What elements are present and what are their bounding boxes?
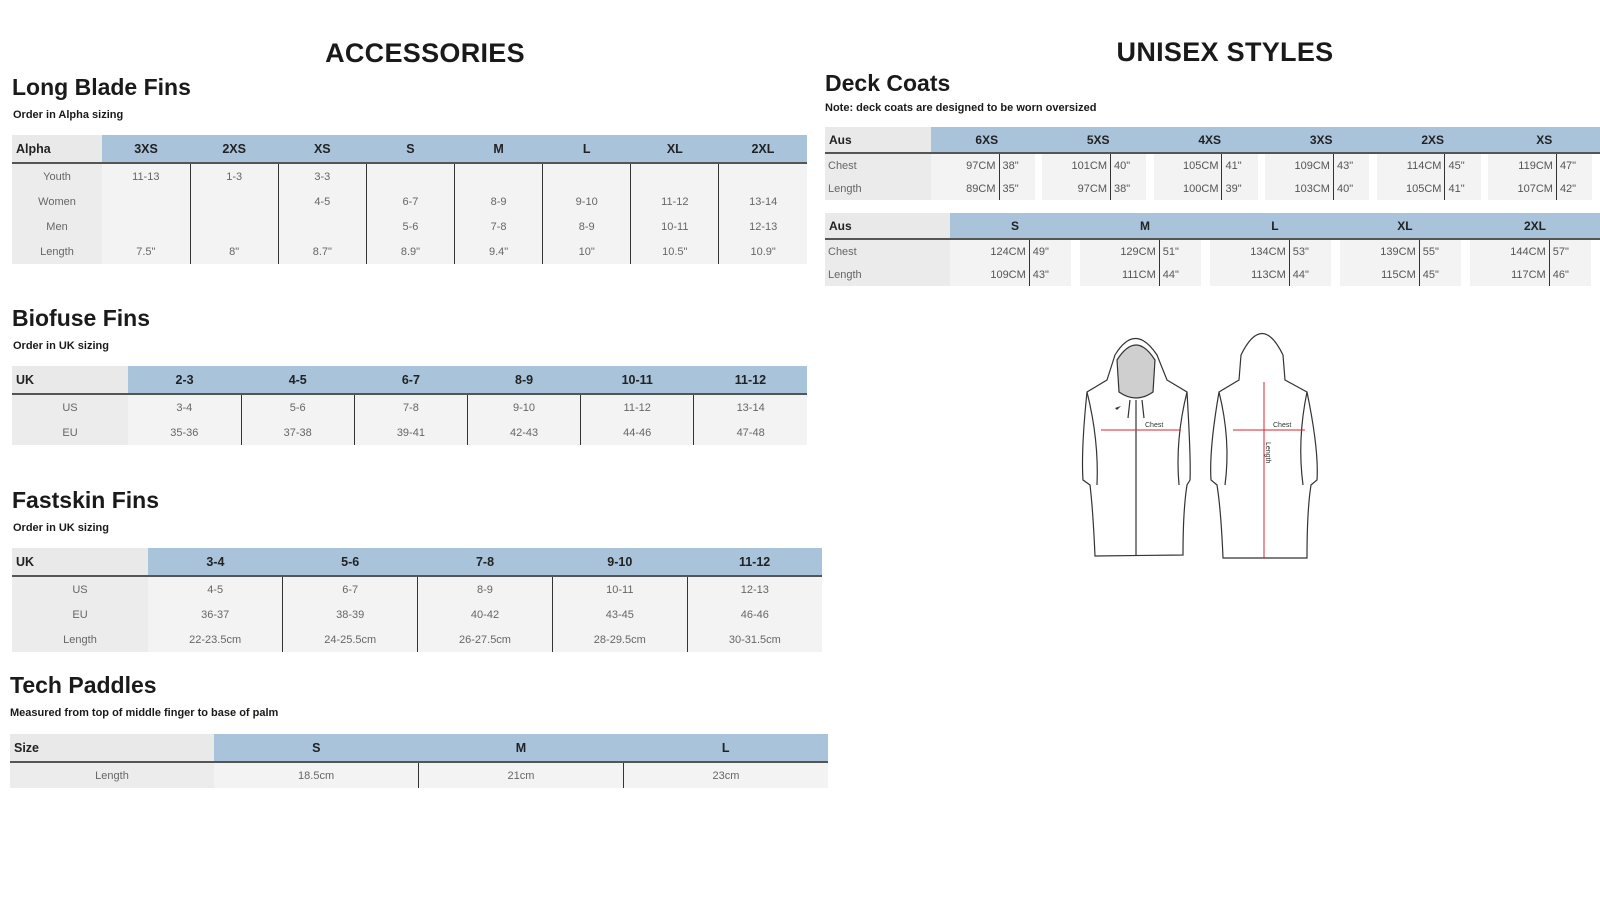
table-cell: 6-7 (283, 576, 418, 602)
table-row (825, 239, 1600, 263)
gap-cell (1035, 153, 1043, 177)
deck-coats-note: Note: deck coats are designed to be worn oversized (825, 102, 1097, 114)
cm-cell: 129CM (1080, 239, 1159, 263)
table-cell: 28-29.5cm (552, 627, 687, 652)
size-header: 9-10 (552, 548, 687, 576)
table-cell: 24-25.5cm (283, 627, 418, 652)
table-cell: 7.5" (102, 239, 190, 264)
table-cell: 23cm (623, 762, 828, 788)
cm-cell: 134CM (1210, 239, 1289, 263)
cm-cell: 111CM (1080, 263, 1159, 286)
table-cell (190, 189, 278, 214)
size-header: XS (278, 135, 366, 163)
inch-cell: 47" (1556, 153, 1592, 177)
row-label: Length (10, 762, 214, 788)
cm-cell: 109CM (950, 263, 1029, 286)
table-cell: 5-6 (241, 394, 354, 420)
inch-cell: 40" (1333, 177, 1369, 200)
cm-cell: 139CM (1340, 239, 1419, 263)
table-cell: 1-3 (190, 163, 278, 189)
gap-cell (1258, 153, 1266, 177)
cm-cell: 97CM (1042, 177, 1110, 200)
table-cell: 44-46 (581, 420, 694, 445)
gap-cell (1201, 239, 1210, 263)
table-cell (455, 163, 543, 189)
table-row (12, 627, 822, 652)
cm-cell: 109CM (1265, 153, 1333, 177)
size-header: M (419, 734, 624, 762)
size-header: 5XS (1042, 127, 1153, 153)
header-row (12, 366, 807, 394)
row-header: Aus (825, 213, 950, 239)
table-cell (190, 214, 278, 239)
size-header: 6XS (931, 127, 1042, 153)
table-cell: 21cm (419, 762, 624, 788)
row-label: Chest (825, 153, 931, 177)
fastskin-fins-subtitle: Order in UK sizing (13, 522, 109, 534)
table-cell: 42-43 (467, 420, 580, 445)
table-cell: 46-46 (687, 602, 822, 627)
table-cell: 9-10 (467, 394, 580, 420)
gap-cell (1591, 263, 1600, 286)
gap-cell (1591, 239, 1600, 263)
size-header: S (214, 734, 419, 762)
header-row (12, 135, 807, 163)
gap-cell (1461, 263, 1470, 286)
table-row (12, 214, 807, 239)
cm-cell: 113CM (1210, 263, 1289, 286)
table-cell (102, 189, 190, 214)
size-header: 11-12 (694, 366, 807, 394)
cm-cell: 89CM (931, 177, 999, 200)
size-header: 4-5 (241, 366, 354, 394)
table-cell: 4-5 (148, 576, 283, 602)
size-header: 3-4 (148, 548, 283, 576)
size-header: 8-9 (467, 366, 580, 394)
table-cell: 13-14 (719, 189, 807, 214)
table-cell: 8-9 (418, 576, 553, 602)
size-header: M (1080, 213, 1210, 239)
table-row (825, 263, 1600, 286)
row-label: EU (12, 420, 128, 445)
table-cell: 10-11 (631, 214, 719, 239)
inch-cell: 44" (1289, 263, 1331, 286)
table-cell: 8-9 (543, 214, 631, 239)
cm-cell: 117CM (1470, 263, 1549, 286)
accessories-title: ACCESSORIES (325, 38, 525, 68)
table-cell: 13-14 (694, 394, 807, 420)
inch-cell: 57" (1549, 239, 1591, 263)
table-cell: 10.5" (631, 239, 719, 264)
table-cell: 39-41 (354, 420, 467, 445)
table-cell: 30-31.5cm (687, 627, 822, 652)
table-row (12, 163, 807, 189)
gap-cell (1331, 239, 1340, 263)
table-cell: 8.9" (366, 239, 454, 264)
table-cell (278, 214, 366, 239)
gap-cell (1481, 177, 1489, 200)
table-cell: 8.7" (278, 239, 366, 264)
long-blade-fins-table (12, 135, 807, 264)
deck-coats-table-s-2xl (825, 213, 1600, 286)
size-header: 3XS (102, 135, 190, 163)
inch-cell: 43" (1029, 263, 1071, 286)
inch-cell: 45" (1419, 263, 1461, 286)
table-cell: 10.9" (719, 239, 807, 264)
inch-cell: 49" (1029, 239, 1071, 263)
table-cell: 37-38 (241, 420, 354, 445)
table-row (12, 239, 807, 264)
inch-cell: 55" (1419, 239, 1461, 263)
row-header: Aus (825, 127, 931, 153)
table-cell: 4-5 (278, 189, 366, 214)
size-header: 7-8 (418, 548, 553, 576)
size-header: M (455, 135, 543, 163)
table-cell: 3-3 (278, 163, 366, 189)
size-header: 10-11 (581, 366, 694, 394)
length-label: Length (1264, 442, 1271, 464)
tech-paddles-title: Tech Paddles (10, 672, 157, 698)
table-cell: 11-12 (631, 189, 719, 214)
table-row (825, 153, 1600, 177)
gap-cell (1146, 153, 1154, 177)
header-row (12, 548, 822, 576)
table-cell: 9.4" (455, 239, 543, 264)
row-label: Youth (12, 163, 102, 189)
inch-cell: 41" (1222, 153, 1258, 177)
row-header: Size (10, 734, 214, 762)
table-cell: 5-6 (366, 214, 454, 239)
inch-cell: 38" (1111, 177, 1147, 200)
deck-coats-table-xs (825, 127, 1600, 200)
gap-cell (1071, 263, 1080, 286)
gap-cell (1331, 263, 1340, 286)
row-label: EU (12, 602, 148, 627)
size-header: 4XS (1154, 127, 1265, 153)
deck-coats-title: Deck Coats (825, 70, 951, 96)
table-cell: 43-45 (552, 602, 687, 627)
row-label: Women (12, 189, 102, 214)
size-header: XS (1488, 127, 1600, 153)
coat-front-illustration (1083, 339, 1191, 557)
table-cell: 3-4 (128, 394, 241, 420)
inch-cell: 39" (1222, 177, 1258, 200)
row-header: UK (12, 366, 128, 394)
table-cell: 36-37 (148, 602, 283, 627)
size-header: 2XS (1377, 127, 1488, 153)
row-label: Length (12, 627, 148, 652)
inch-cell: 46" (1549, 263, 1591, 286)
inch-cell: 41" (1445, 177, 1481, 200)
gap-cell (1592, 153, 1600, 177)
size-header: 2XS (190, 135, 278, 163)
biofuse-fins-title: Biofuse Fins (12, 305, 151, 331)
inch-cell: 51" (1159, 239, 1201, 263)
inch-cell: 45" (1445, 153, 1481, 177)
cm-cell: 114CM (1377, 153, 1445, 177)
row-label: Length (825, 263, 950, 286)
row-header: Alpha (12, 135, 102, 163)
cm-cell: 105CM (1377, 177, 1445, 200)
size-header: 11-12 (687, 548, 822, 576)
table-cell (719, 163, 807, 189)
inch-cell: 40" (1111, 153, 1147, 177)
header-row (10, 734, 828, 762)
gap-cell (1146, 177, 1154, 200)
size-header: 2XL (719, 135, 807, 163)
table-cell: 8" (190, 239, 278, 264)
gap-cell (1369, 153, 1377, 177)
table-row (10, 762, 828, 788)
biofuse-fins-subtitle: Order in UK sizing (13, 340, 109, 352)
inch-cell: 35" (999, 177, 1035, 200)
table-cell (102, 214, 190, 239)
table-cell: 38-39 (283, 602, 418, 627)
row-label: Length (825, 177, 931, 200)
table-cell (366, 163, 454, 189)
inch-cell: 53" (1289, 239, 1331, 263)
cm-cell: 115CM (1340, 263, 1419, 286)
table-cell: 12-13 (687, 576, 822, 602)
cm-cell: 97CM (931, 153, 999, 177)
table-cell (631, 163, 719, 189)
inch-cell: 38" (999, 153, 1035, 177)
header-row (825, 127, 1600, 153)
size-header: 2XL (1470, 213, 1600, 239)
table-row (12, 602, 822, 627)
table-cell: 47-48 (694, 420, 807, 445)
table-cell: 9-10 (543, 189, 631, 214)
table-cell: 35-36 (128, 420, 241, 445)
biofuse-fins-table (12, 366, 807, 445)
table-row (825, 177, 1600, 200)
size-header: XL (631, 135, 719, 163)
table-cell: 7-8 (354, 394, 467, 420)
table-row (12, 576, 822, 602)
size-header: XL (1340, 213, 1470, 239)
size-header: 3XS (1265, 127, 1376, 153)
row-label: Men (12, 214, 102, 239)
gap-cell (1035, 177, 1043, 200)
gap-cell (1369, 177, 1377, 200)
table-cell: 11-13 (102, 163, 190, 189)
cm-cell: 124CM (950, 239, 1029, 263)
table-cell: 7-8 (455, 214, 543, 239)
inch-cell: 42" (1556, 177, 1592, 200)
gap-cell (1071, 239, 1080, 263)
cm-cell: 101CM (1042, 153, 1110, 177)
cm-cell: 107CM (1488, 177, 1556, 200)
fastskin-fins-title: Fastskin Fins (12, 487, 159, 513)
table-row (12, 189, 807, 214)
table-cell: 11-12 (581, 394, 694, 420)
deck-coat-diagram (1075, 320, 1330, 570)
table-cell (543, 163, 631, 189)
table-row (12, 394, 807, 420)
row-label: Length (12, 239, 102, 264)
size-header: 5-6 (283, 548, 418, 576)
long-blade-fins-title: Long Blade Fins (12, 74, 191, 100)
inch-cell: 43" (1333, 153, 1369, 177)
cm-cell: 144CM (1470, 239, 1549, 263)
gap-cell (1481, 153, 1489, 177)
unisex-styles-title: UNISEX STYLES (1116, 37, 1334, 67)
gap-cell (1461, 239, 1470, 263)
cm-cell: 119CM (1488, 153, 1556, 177)
row-header: UK (12, 548, 148, 576)
table-cell: 10-11 (552, 576, 687, 602)
size-header: L (543, 135, 631, 163)
size-header: 6-7 (354, 366, 467, 394)
size-header: L (1210, 213, 1340, 239)
size-header: S (366, 135, 454, 163)
table-cell: 22-23.5cm (148, 627, 283, 652)
table-cell: 26-27.5cm (418, 627, 553, 652)
cm-cell: 100CM (1154, 177, 1222, 200)
cm-cell: 105CM (1154, 153, 1222, 177)
cm-cell: 103CM (1265, 177, 1333, 200)
table-cell: 12-13 (719, 214, 807, 239)
table-cell: 6-7 (366, 189, 454, 214)
row-label: Chest (825, 239, 950, 263)
long-blade-fins-subtitle: Order in Alpha sizing (13, 109, 124, 121)
row-label: US (12, 394, 128, 420)
table-cell: 8-9 (455, 189, 543, 214)
table-cell: 40-42 (418, 602, 553, 627)
fastskin-fins-table (12, 548, 822, 652)
chest-label-back: Chest (1273, 422, 1292, 429)
table-row (12, 420, 807, 445)
tech-paddles-subtitle: Measured from top of middle finger to base of palm (10, 707, 279, 719)
inch-cell: 44" (1159, 263, 1201, 286)
size-header: S (950, 213, 1080, 239)
gap-cell (1258, 177, 1266, 200)
row-label: US (12, 576, 148, 602)
header-row (825, 213, 1600, 239)
size-header: L (623, 734, 828, 762)
table-cell: 18.5cm (214, 762, 419, 788)
size-header: 2-3 (128, 366, 241, 394)
table-cell: 10" (543, 239, 631, 264)
gap-cell (1201, 263, 1210, 286)
tech-paddles-table (10, 734, 828, 788)
gap-cell (1592, 177, 1600, 200)
chest-label-front: Chest (1145, 422, 1164, 429)
